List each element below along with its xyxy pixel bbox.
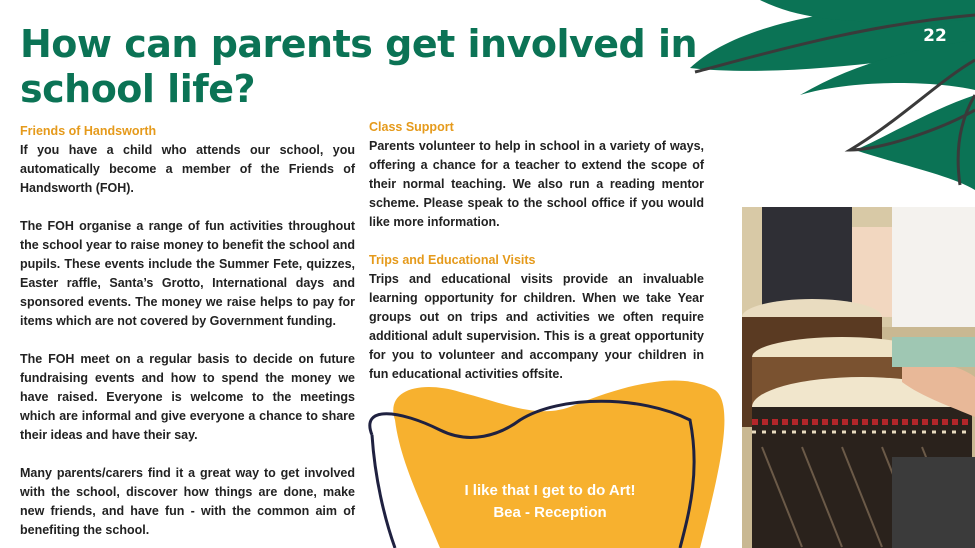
drums-photo-icon [742,207,975,548]
drums-photo [742,207,975,548]
quote-text: I like that I get to do Art! [464,482,636,499]
section-heading: Friends of Handsworth [20,124,157,138]
section-heading: Class Support [369,120,454,134]
paragraph: Trips and educational visits provide an invaluable learning opportunity for children. When we take Year groups out on trips and activities we often require additional adult supervision. This is a great opportunity for you to volunteer and accompany your children in fun educational activities offsite. [369,272,704,381]
pupil-quote [420,480,680,524]
paragraph: The FOH meet on a regular basis to decide on future fundraising events and how to spend the money we have raised. Everyone is welcome to the meetings which are informal and give everyone a chance to share their ideas and have their say. [20,352,355,442]
paragraph: The FOH organise a range of fun activities throughout the school year to raise money to benefit the school and pupils. These events include the Summer Fete, quizzes, Easter raffle, Santa’s Grotto, International days and sponsored events. The money we raise helps to pay for items which are not covered by Government funding. [20,219,355,328]
quote-author: Bea - Reception [493,504,607,521]
paragraph: Parents volunteer to help in school in a variety of ways, offering a chance for a teacher to extend the scope of their normal teaching. We also run a reading mentor scheme. Please speak to the school office if you would like more information. [369,139,704,229]
friends-of-handsworth-section [20,122,355,540]
paragraph: Many parents/carers find it a great way to get involved with the school, discover how things are done, make new friends, and have fun - with the common aim of benefiting the school. [20,466,355,537]
paragraph: If you have a child who attends our school, you automatically become a member of the Friends of Handsworth (FOH). [20,143,355,195]
leaf-shape [855,95,975,190]
page-number: 22 [923,26,947,46]
support-and-trips-section [369,118,704,384]
page-title: How can parents get involved in school life? [20,22,698,111]
section-heading: Trips and Educational Visits [369,253,536,267]
quote-outline [372,435,395,548]
